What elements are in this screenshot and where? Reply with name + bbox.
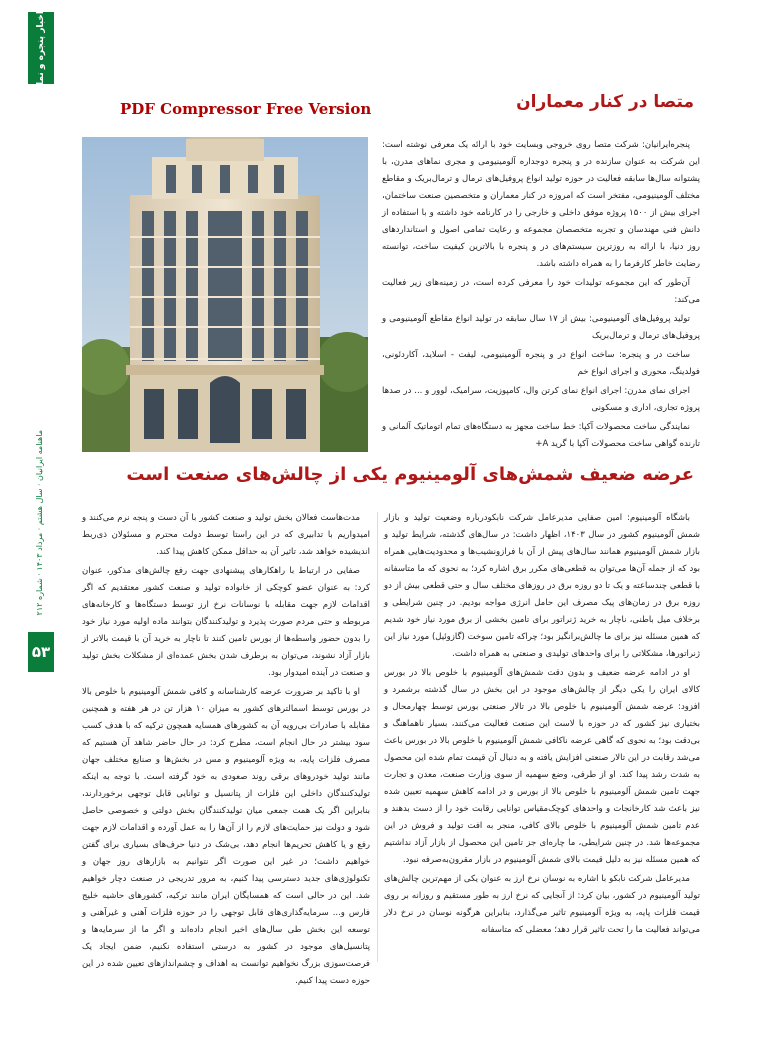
article1-paragraph: نمایندگی ساخت محصولات آکپا: خط ساخت مجهز به دستگاه‌های تمام اتوماتیک آلمانی و تارنده گواهی ساخت محصولات آکپا با گرید A+	[382, 422, 700, 449]
article1-body	[382, 137, 700, 455]
running-header	[30, 430, 48, 630]
article1-title: متصا در کنار معماران	[516, 92, 694, 112]
article2-paragraph: او در ادامه عرضه ضعیف و بدون دقت شمش‌های آلومینیوم با خلوص بالا در بورس کالای ایران را یکی دیگر از چالش‌های موجود در این بخش در سال گذشته برشمرد و افزود: عرضه شمش آلومینیوم با خلوص بالا در تالار صنعتی بورس توسط چهارمحال و بختیاری نیز کشور که در حوزه با لاست این صنعت فعالیت می‌کنند، بسیار ناهماهنگ و بی‌دقت بود؛ به نحوی که گاهی عرضه ناکافی شمش آلومینیوم با خلوص بالا در بورس باعث می‌شد رقابت در این تالار صنعتی افزایش یافته و به دنبال آن قیمت تمام شده این محصول به شدت رشد پیدا کند. او از طرفی، وضع سهمیه از سوی وزارت صنعت، معدن و تجارت جهت تامین شمش آلومینیوم با خلوص بالا از بورس و در ادامه کاهش سهمیه تعیین شده نیز باعث شد کارخانجات و واحدهای کوچک‌مقیاس توانایی رقابت خود را از دست بدهند و عدم تامین شمش آلومینیوم با خلوص بالای کافی، منجر به افت تولید و فروش در این مجموعه‌ها شد. در چنین شرایطی، ما چاره‌ای جز تامین این محصول از بازار آزاد نداشتیم که همین مسئله نیز به دلیل قیمت بالای شمش آلومینیوم در بازار مقرون‌به‌صرفه نبود.	[384, 668, 700, 865]
article1-paragraph: ساخت در و پنجره: ساخت انواع در و پنجره آلومینیومی، لیفت - اسلاید، آکاردئونی، فولدینگ، محوری و اجرای انواع خم	[382, 350, 700, 377]
article2-left-column	[82, 510, 370, 992]
building-facade-image	[82, 137, 368, 452]
column-divider	[377, 512, 378, 962]
article1-paragraph: اجرای نمای مدرن: اجرای انواع نمای کرتن وال، کامپوزیت، سرامیک، لوور و ... در صدها پروژه تجاری، اداری و مسکونی	[382, 386, 700, 413]
article2-paragraph: باشگاه آلومینیوم: امین صفایی مدیرعامل شرکت نابکودرباره وضعیت تولید و بازار شمش آلومینیوم کشور در سال ۱۴۰۳، اظهار داشت: در سال‌های گذشته، شرایط تولید و بازار شمش آلومینیوم همانند سال‌های پیش از آن با فرازونشیب‌ها و محدودیت‌هایی همراه بود که از جمله آن‌ها می‌توان به قطعی‌های مکرر برق اشاره کرد؛ به نحوی که ما متاسفانه با قطعی چندساعته و یک تا دو روزه برق در روزهای مختلف سال و حتی قطعی بیش از دو روزه برق در زمان‌های پیک مصرف این حامل انرژی مواجه بودیم. در چنین شرایطی و برخلاف میل باطنی، ناچار به خرید ژنراتور برای تامین بخشی از برق مورد نیاز خود شدیم که همین مسئله نیز برای ما چالش‌برانگیز بود؛ چراکه تامین سوخت (گازوئیل) مورد نیاز این ژنراتورها، مشکلاتی را برای واحدهای تولیدی و صنعتی به همراه داشت.	[384, 513, 700, 659]
article2-paragraph: مدت‌هاست فعالان بخش تولید و صنعت کشور با آن دست و پنجه نرم می‌کنند و امیدواریم با تدابیری که در این راستا توسط دولت محترم و مسئولان ذی‌ربط اندیشیده خواهد شد، تاثیر آن به حداقل ممکن کاهش پیدا کند.	[82, 513, 370, 557]
running-header-text: ماهنامه ایرانیان · سال هشتم · مرداد ۱۴۰۳ · شماره ۲۱۲	[34, 430, 44, 616]
watermark: PDF Compressor Free Version	[120, 100, 372, 118]
section-tab	[28, 12, 54, 84]
article2-paragraph: صفایی در ارتباط با راهکارهای پیشنهادی جهت رفع چالش‌های مذکور، عنوان کرد: به عنوان عضو کوچکی از خانواده تولید و صنعت کشور معتقدیم که اگر اقدامات لازم جهت مقابله با نوسانات نرخ ارز توسط دستگاه‌ها و کارخانه‌های مربوطه و حتی مردم صورت پذیرد و تولیدکنندگان بتوانند ماده اولیه مورد نیاز خود را بدون حضور واسطه‌ها از بورس تامین کنند تا ناچار به خرید آن با قیمت بالاتر از بازار آزاد نشوند، می‌توان به برطرف شدن بخش عمده‌ای از مشکلات بخش تولید و صنعت در آینده امیدوار بود.	[82, 566, 370, 678]
article2-right-column	[384, 510, 700, 941]
article2-paragraph: مدیرعامل شرکت نابکو با اشاره به نوسان نرخ ارز به عنوان یکی از مهم‌ترین چالش‌های تولید آلومینیوم در کشور، بیان کرد: از آنجایی که نرخ ارز به طور مستقیم و روزانه بر روی قیمت فلزات پایه، به ویژه آلومینیوم تاثیر می‌گذارد، بنابراین هرگونه نوسان در نرخ دلار می‌تواند فعالیت ما را تحت تاثیر قرار دهد؛ معضلی که متاسفانه	[384, 874, 700, 935]
page-number: ۵۳	[28, 632, 54, 672]
section-tab-label: اخبار پنجره و نما	[36, 10, 46, 86]
article2-title: عرضه ضعیف شمش‌های آلومینیوم یکی از چالش‌های صنعت است	[126, 464, 694, 485]
article1-paragraph: آن‌طور که این مجموعه تولیدات خود را معرفی کرده است، در زمینه‌های زیر فعالیت می‌کند:	[382, 278, 700, 305]
article1-paragraph: تولید پروفیل‌های آلومینیومی: بیش از ۱۷ سال سابقه در تولید انواع مقاطع آلومینیومی و پروفیل‌های ترمال و ترمال‌بریک	[382, 314, 700, 341]
article2-paragraph: او با تاکید بر ضرورت عرضه کارشناسانه و کافی شمش آلومینیوم با خلوص بالا در بورس توسط اسمالترهای کشور به میزان ۱۰ هزار تن در هر هفته و همچنین مقابله با صادرات بی‌رویه آن به کشورهای همسایه همچون ترکیه که با هدف کسب سود بیشتر در حال انجام است، مطرح کرد: در حال حاضر شاهد آن هستیم که مصرف فلزات پایه، به ویژه آلومینیوم و مس در بخش‌ها و صنایع مختلف جهان مانند تولید خودروهای برقی روند صعودی به خود گرفته است. با توجه به اینکه تولیدکنندگان داخلی این فلزات از پتانسیل و توانایی قابل توجهی برخوردارند، بنابراین اگر یک همت جمعی میان تولیدکنندگان بخش دولتی و خصوصی حاصل شود و دولت نیز حمایت‌های لازم را از آن‌ها را به عمل آورده و اقدامات لازم جهت رفع و یا کاهش تحریم‌ها انجام دهد، بی‌شک در دنیا حرف‌های بسیاری برای گفتن خواهیم داشت؛ در غیر این صورت اگر نتوانیم به بازارهای روز جهان و تکنولوژی‌های جدید دسترسی پیدا کنیم، به مرور تدریجی در صنعت دچار خواهیم شد. این در حالی است که همسایگان ایران مانند ترکیه، کشورهای حاشیه خلیج فارس و... سرمایه‌گذاری‌های قابل توجهی را در حوزه فلزات آهنی و غیرآهنی و توسعه این بخش طی سال‌های اخیر انجام داده‌اند و اگر ما از سرمایه‌ها و پتانسیل‌های موجود در کشور به درستی استفاده نکنیم، ضمن ایجاد یک فرصت‌سوزی بزرگ نخواهیم توانست به اهداف و چشم‌اندازهای تعیین شده در این حوزه دست پیدا کنیم.	[82, 687, 370, 986]
article1-paragraph: پنجره‌ایرانیان: شرکت متصا روی خروجی وبسایت خود با ارائه یک معرفی نوشته است: این شرکت به عنوان سازنده در و پنجره دوجداره آلومینیومی و مجری نماهای مدرن، با پشتوانه سال‌ها سابقه فعالیت در حوزه تولید انواع پروفیل‌های ترمال و ترمال‌بریک و مقاطع مختلف آلومینیومی، مفتخر است که امروزه در کنار معماران و متخصصین صنعت ساختمان، اجرای بیش از ۱۵۰۰ پروژه موفق داخلی و خارجی را در کارنامه خود داشته و با استفاده از دانش فنی مهندسان و تجربه متخصصان مجموعه و رعایت تمامی اصول و استانداردهای روز دنیا، با ارائه به روزترین سیستم‌های در و پنجره با بالاترین کیفیت ساخت، توانسته رضایت خاطر کارفرما را به همراه داشته باشد.	[382, 140, 700, 269]
